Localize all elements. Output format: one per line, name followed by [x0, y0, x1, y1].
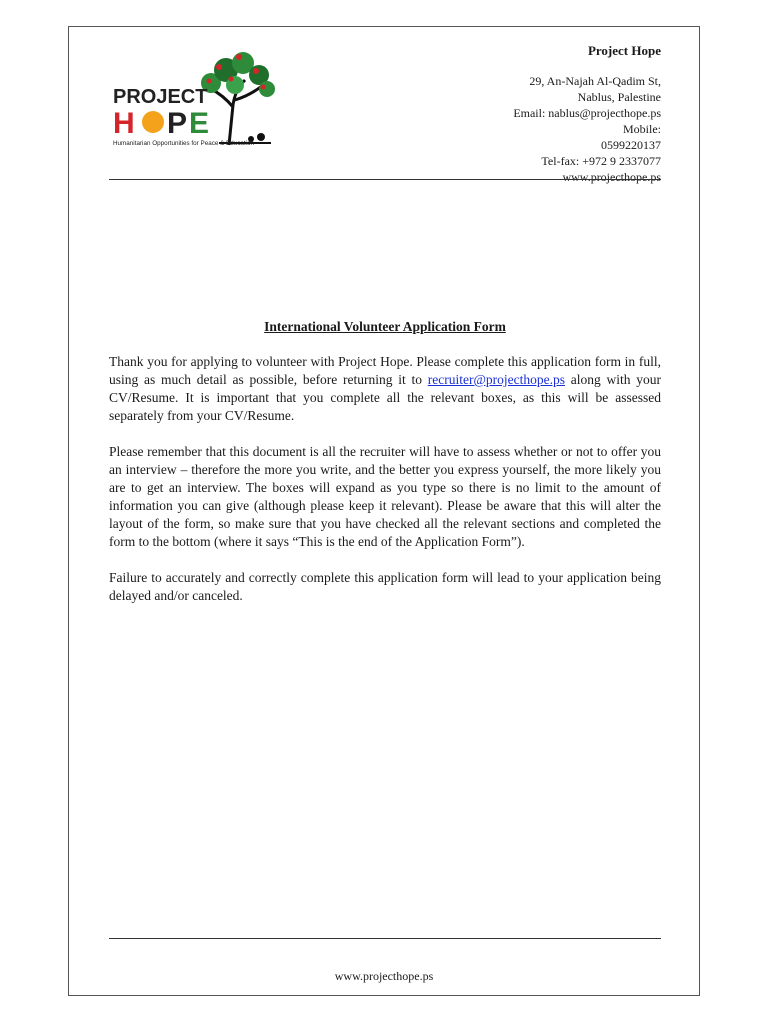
paragraph-2: Please remember that this document is all the recruiter will have to assess whether or not to offer you an interview – therefore the more you write, and the better you express yourself, the more likely you are to get an interview. The boxes will expand as you type so there is no limit to the amount of information you can give (although please keep it relevant). Please be aware that this will alter the layout of the form, so make sure that you have checked all the relevant sections and completed the form to the bottom (where it says “This is the end of the Application Form”).	[109, 444, 661, 549]
mobile-number: 0599220137	[601, 138, 661, 152]
form-title: International Volunteer Application Form	[264, 319, 506, 334]
svg-text:P: P	[167, 107, 188, 140]
website-line: www.projecthope.ps	[562, 170, 661, 184]
org-name: Project Hope	[587, 43, 661, 58]
address-line-1: 29, An-Najah Al-Qadim St,	[529, 74, 661, 88]
sun-icon	[142, 111, 164, 133]
paragraph-1-start: Thank you for applying to volunteer with Project Hope. Please complete this application form in full, using as much detail as possible, before returning it to	[109, 354, 661, 387]
intro-text	[109, 353, 661, 623]
mobile-label: Mobile:	[623, 122, 661, 136]
footer-website: www.projecthope.ps	[334, 969, 434, 983]
paragraph-3: Failure to accurately and correctly complete this application form will lead to your application being delayed and/or canceled.	[109, 570, 661, 603]
svg-text:H: H	[113, 107, 135, 140]
paragraph-1-end: along with your CV/Resume. It is important that you complete all the relevant boxes, as this will be assessed separately from your CV/Resume.	[109, 372, 661, 423]
telfax-line: Tel-fax: +972 9 2337077	[541, 154, 661, 168]
tree-icon	[201, 52, 275, 145]
recruiter-email-link[interactable]: recruiter@projecthope.ps	[427, 372, 566, 387]
logo-text-top: PROJECT	[113, 86, 208, 108]
logo-hope-letters	[113, 107, 209, 140]
document-page	[68, 26, 700, 996]
email-line: Email: nablus@projecthope.ps	[513, 106, 661, 120]
letterhead-address	[513, 43, 661, 185]
svg-text:E: E	[189, 107, 210, 140]
header-divider	[109, 179, 661, 180]
address-line-2: Nablus, Palestine	[577, 90, 661, 104]
project-hope-logo	[111, 45, 281, 157]
footer-divider	[109, 938, 661, 939]
paragraph-1	[109, 353, 661, 425]
logo-tagline: Humanitarian Opportunities for Peace & Education	[113, 140, 255, 147]
